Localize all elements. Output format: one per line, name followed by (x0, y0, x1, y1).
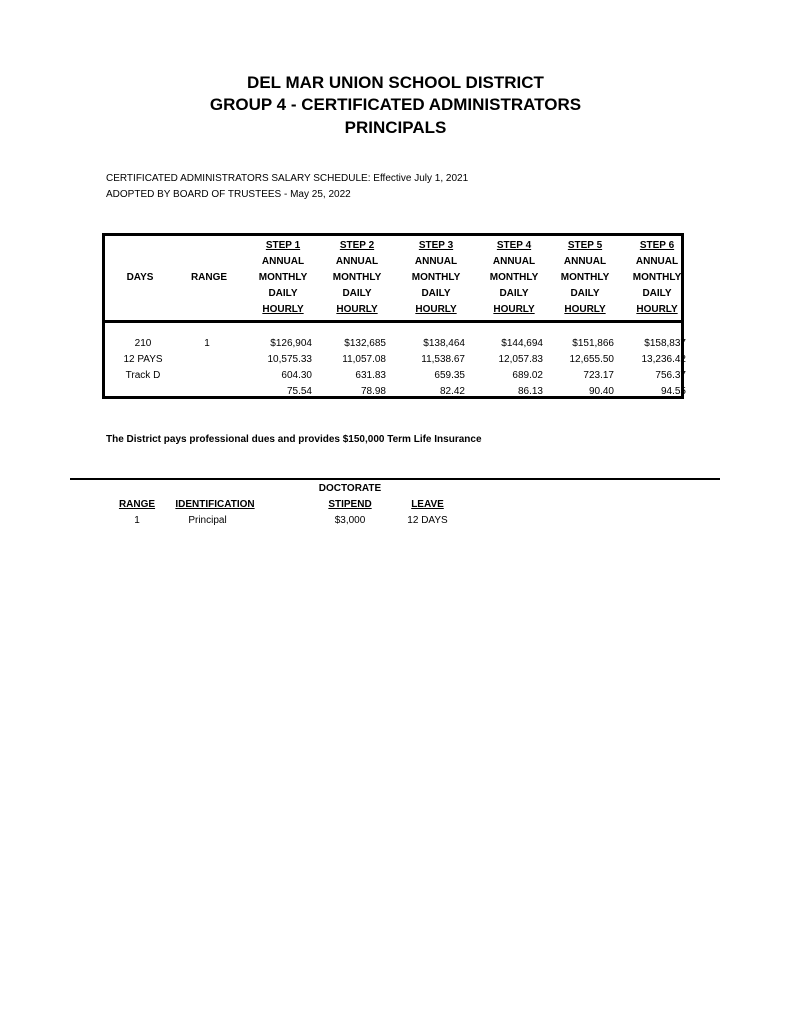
table-divider (105, 320, 681, 323)
step-2-annual-value: $132,685 (344, 338, 386, 349)
step-3-annual-value: $138,464 (423, 338, 465, 349)
step-4-hourly-value: 86.13 (517, 386, 543, 397)
step-1-daily-value: 604.30 (281, 370, 312, 381)
step-3-hourly-label: HOURLY (415, 304, 457, 315)
step-5-annual-label: ANNUAL (563, 256, 607, 267)
position-title: PRINCIPALS (344, 118, 447, 137)
step-3-header: STEP 3 (418, 240, 454, 251)
step-5-daily-label: DAILY (570, 288, 600, 299)
range-value: 1 (204, 338, 210, 349)
doctorate-header: DOCTORATE (318, 483, 382, 494)
step-6-annual-value: $158,837 (644, 338, 686, 349)
step-4-monthly-label: MONTHLY (489, 272, 539, 283)
step-1-annual-label: ANNUAL (261, 256, 305, 267)
step-2-annual-label: ANNUAL (335, 256, 379, 267)
step-6-hourly-value: 94.55 (660, 386, 686, 397)
step-6-daily-label: DAILY (642, 288, 672, 299)
step-4-hourly-label: HOURLY (493, 304, 535, 315)
track-value: Track D (125, 370, 161, 381)
identification-cell: Principal (188, 515, 227, 526)
step-5-annual-value: $151,866 (572, 338, 614, 349)
step-5-hourly-value: 90.40 (588, 386, 614, 397)
step-1-monthly-label: MONTHLY (258, 272, 308, 283)
step-1-hourly-value: 75.54 (286, 386, 312, 397)
leave-header: LEAVE (411, 499, 444, 510)
step-1-daily-label: DAILY (268, 288, 298, 299)
adoption-date: ADOPTED BY BOARD OF TRUSTEES - May 25, 2022 (106, 189, 351, 200)
step-5-monthly-value: 12,655.50 (569, 354, 614, 365)
step-6-header: STEP 6 (639, 240, 675, 251)
leave-cell: 12 DAYS (407, 515, 448, 526)
step-2-monthly-value: 11,057.08 (342, 354, 386, 365)
col-header-days: DAYS (126, 272, 154, 283)
step-5-monthly-label: MONTHLY (560, 272, 610, 283)
step-1-hourly-label: HOURLY (262, 304, 304, 315)
step-5-hourly-label: HOURLY (564, 304, 606, 315)
stipend-cell: $3,000 (334, 515, 366, 526)
step-2-header: STEP 2 (339, 240, 375, 251)
days-value: 210 (134, 338, 152, 349)
step-3-monthly-label: MONTHLY (411, 272, 461, 283)
step-4-daily-value: 689.02 (512, 370, 543, 381)
step-3-hourly-value: 82.42 (439, 386, 465, 397)
step-4-header: STEP 4 (496, 240, 532, 251)
step-2-daily-label: DAILY (342, 288, 372, 299)
step-6-hourly-label: HOURLY (636, 304, 678, 315)
district-title: DEL MAR UNION SCHOOL DISTRICT (247, 73, 544, 92)
step-5-daily-value: 723.17 (583, 370, 614, 381)
salary-table (102, 233, 684, 399)
pays-value: 12 PAYS (123, 354, 163, 365)
step-2-hourly-label: HOURLY (336, 304, 378, 315)
step-4-monthly-value: 12,057.83 (498, 354, 543, 365)
group-title: GROUP 4 - CERTIFICATED ADMINISTRATORS (209, 95, 582, 114)
step-4-annual-value: $144,694 (501, 338, 543, 349)
step-1-annual-value: $126,904 (270, 338, 312, 349)
benefits-note: The District pays professional dues and provides $150,000 Term Life Insurance (106, 434, 482, 445)
range-header: RANGE (118, 499, 156, 510)
step-6-annual-label: ANNUAL (635, 256, 679, 267)
step-5-header: STEP 5 (567, 240, 603, 251)
range-cell: 1 (134, 515, 140, 526)
section-rule (70, 478, 720, 480)
step-3-annual-label: ANNUAL (414, 256, 458, 267)
step-1-header: STEP 1 (265, 240, 301, 251)
step-6-monthly-value: 13,236.42 (641, 354, 686, 365)
step-4-daily-label: DAILY (499, 288, 529, 299)
step-2-monthly-label: MONTHLY (332, 272, 382, 283)
col-header-range: RANGE (190, 272, 228, 283)
step-3-daily-value: 659.35 (434, 370, 465, 381)
schedule-effective: CERTIFICATED ADMINISTRATORS SALARY SCHEDULE: Effective July 1, 2021 (106, 173, 469, 184)
step-4-annual-label: ANNUAL (492, 256, 536, 267)
stipend-header: STIPEND (328, 499, 372, 510)
step-6-monthly-label: MONTHLY (632, 272, 682, 283)
step-2-daily-value: 631.83 (355, 370, 386, 381)
identification-header: IDENTIFICATION (175, 499, 255, 510)
step-3-monthly-value: 11,538.67 (421, 354, 465, 365)
step-2-hourly-value: 78.98 (360, 386, 386, 397)
step-6-daily-value: 756.37 (655, 370, 686, 381)
step-1-monthly-value: 10,575.33 (267, 354, 312, 365)
step-3-daily-label: DAILY (421, 288, 451, 299)
